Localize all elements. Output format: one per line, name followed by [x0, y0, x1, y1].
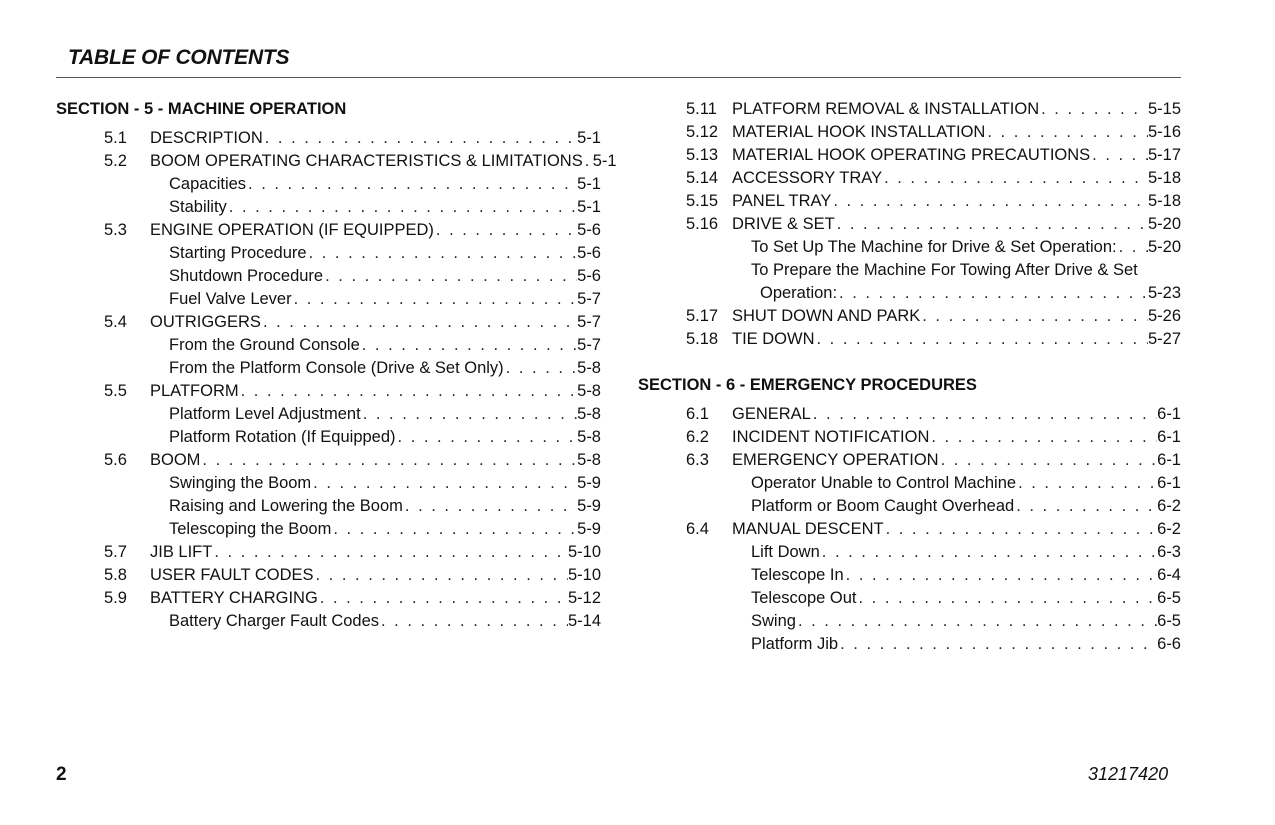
page-number: 2 — [56, 764, 67, 785]
toc-entry-page: 5-7 — [577, 336, 601, 354]
toc-entry-title: OUTRIGGERS — [150, 313, 261, 331]
toc-entry-page: 6-5 — [1157, 612, 1181, 630]
dot-leader — [856, 587, 1157, 610]
toc-entry-title: Telescoping the Boom — [169, 520, 332, 538]
toc-entry[interactable] — [638, 564, 1181, 587]
toc-entry-page: 5-6 — [577, 244, 601, 262]
header-divider — [56, 77, 1181, 78]
dot-leader — [1016, 472, 1157, 495]
toc-entry-title: Capacities — [169, 175, 247, 193]
toc-entry-title: PLATFORM — [150, 382, 239, 400]
document-number: 31217420 — [1088, 764, 1169, 784]
section-gap — [638, 351, 1181, 374]
toc-entry-title-continued: Operation: — [760, 284, 838, 302]
toc-entry-number: 5.11 — [686, 100, 717, 118]
toc-entry-title: PLATFORM REMOVAL & INSTALLATION — [732, 100, 1040, 118]
toc-entry-number: 5.13 — [686, 146, 719, 164]
toc-entry[interactable] — [638, 472, 1181, 495]
toc-entry[interactable] — [638, 190, 1181, 213]
toc-entry[interactable] — [56, 311, 601, 334]
toc-entry[interactable] — [638, 426, 1181, 449]
toc-entry[interactable] — [638, 518, 1181, 541]
toc-entry-page: 5-12 — [567, 589, 601, 607]
toc-entry[interactable] — [56, 610, 601, 633]
toc-entry-page: 5-10 — [567, 566, 601, 584]
toc-entry-title: From the Platform Console (Drive & Set Only) — [169, 359, 504, 377]
toc-entry-page: 6-1 — [1157, 428, 1181, 446]
toc-entry[interactable] — [56, 242, 601, 265]
toc-entry-page: 5-6 — [577, 267, 601, 285]
toc-entry-page: 6-6 — [1157, 635, 1181, 653]
dot-leader — [227, 196, 577, 219]
toc-entry[interactable] — [56, 403, 601, 426]
dot-leader — [360, 334, 577, 357]
toc-entry-number: 5.16 — [686, 215, 719, 233]
toc-entry-title: DESCRIPTION — [150, 129, 263, 147]
toc-entry[interactable] — [56, 449, 601, 472]
toc-entry[interactable] — [56, 265, 601, 288]
toc-entry-number: 5.15 — [686, 192, 719, 210]
toc-entry-title: To Set Up The Machine for Drive & Set Operation: — [751, 238, 1117, 256]
toc-entry-title: EMERGENCY OPERATION — [732, 451, 939, 469]
toc-entry-number: 5.12 — [686, 123, 719, 141]
toc-entry-title: From the Ground Console — [169, 336, 360, 354]
dot-leader — [831, 190, 1148, 213]
toc-entry-page: 5-1 — [577, 129, 601, 147]
toc-entry-title: Fuel Valve Lever — [169, 290, 292, 308]
toc-entry-page: 6-4 — [1157, 566, 1181, 584]
toc-entry[interactable] — [638, 144, 1181, 167]
toc-entry[interactable] — [638, 167, 1181, 190]
toc-entry-title: Starting Procedure — [169, 244, 307, 262]
toc-entry-page: 5-20 — [1147, 238, 1181, 256]
toc-entry[interactable] — [56, 518, 601, 541]
toc-entry[interactable] — [638, 610, 1181, 633]
toc-entry-page: 5-9 — [577, 474, 601, 492]
page-title: TABLE OF CONTENTS — [68, 46, 290, 69]
toc-entry-number: 5.18 — [686, 330, 719, 348]
toc-entry[interactable] — [56, 219, 601, 242]
dot-leader — [361, 403, 577, 426]
dot-leader — [263, 127, 577, 150]
toc-entry-page: 5-23 — [1147, 284, 1181, 302]
toc-entry[interactable] — [638, 495, 1181, 518]
toc-entry-number: 6.3 — [686, 451, 709, 469]
toc-entry[interactable] — [638, 587, 1181, 610]
toc-entry-page: 6-1 — [1157, 474, 1181, 492]
toc-entry-title: To Prepare the Machine For Towing After Drive & Set — [751, 261, 1138, 279]
toc-column-left — [56, 98, 617, 633]
dot-leader — [403, 495, 577, 518]
dot-leader — [985, 121, 1148, 144]
toc-entry-page: 5-20 — [1147, 215, 1181, 233]
toc-entry-title: GENERAL — [732, 405, 811, 423]
toc-entry-title: Telescope In — [751, 566, 844, 584]
toc-entry-number: 5.2 — [104, 152, 127, 170]
dot-leader — [811, 403, 1157, 426]
toc-entry-title: Swing — [751, 612, 796, 630]
dot-leader — [929, 426, 1157, 449]
toc-entry[interactable] — [638, 541, 1181, 564]
toc-entry-title: USER FAULT CODES — [150, 566, 314, 584]
toc-entry-title: BOOM OPERATING CHARACTERISTICS & LIMITATIONS — [150, 152, 583, 170]
dot-leader — [796, 610, 1157, 633]
toc-entry[interactable] — [56, 173, 601, 196]
toc-entry-number: 5.6 — [104, 451, 127, 469]
dot-leader — [307, 242, 578, 265]
dot-leader — [815, 328, 1148, 351]
toc-entry[interactable] — [56, 564, 601, 587]
toc-entry-title: PANEL TRAY — [732, 192, 832, 210]
toc-entry[interactable] — [56, 196, 601, 219]
toc-entry-number: 6.1 — [686, 405, 709, 423]
dot-leader — [1090, 144, 1148, 167]
dot-leader — [920, 305, 1148, 328]
toc-entry-title: Battery Charger Fault Codes — [169, 612, 380, 630]
dot-leader — [583, 150, 593, 173]
toc-entry-number: 5.5 — [104, 382, 127, 400]
toc-entry-page: 5-9 — [577, 520, 601, 538]
toc-entry[interactable] — [56, 587, 601, 610]
dot-leader — [323, 265, 577, 288]
dot-leader — [835, 213, 1148, 236]
dot-leader — [246, 173, 577, 196]
toc-entry-title: ACCESSORY TRAY — [732, 169, 883, 187]
dot-leader — [844, 564, 1157, 587]
toc-entry[interactable] — [56, 357, 601, 380]
toc-entry[interactable] — [56, 495, 601, 518]
toc-entry[interactable] — [638, 213, 1181, 236]
toc-entry-page: 5-6 — [577, 221, 601, 239]
dot-leader — [396, 426, 578, 449]
toc-entry-title: MANUAL DESCENT — [732, 520, 884, 538]
toc-entry[interactable] — [56, 127, 601, 150]
toc-entry-page: 5-7 — [577, 313, 601, 331]
dot-leader — [1014, 495, 1157, 518]
toc-entry-title: Stability — [169, 198, 227, 216]
dot-leader — [200, 449, 577, 472]
dot-leader — [939, 449, 1158, 472]
toc-entry-page: 5-8 — [577, 405, 601, 423]
dot-leader — [292, 288, 578, 311]
toc-entry[interactable] — [638, 403, 1181, 426]
toc-entry-page: 5-17 — [1147, 146, 1181, 164]
toc-entry-page: 6-5 — [1157, 589, 1181, 607]
toc-entry[interactable] — [638, 328, 1181, 351]
toc-column-right — [638, 98, 1181, 656]
dot-leader — [331, 518, 577, 541]
toc-entry-number: 5.14 — [686, 169, 719, 187]
toc-entry-title: JIB LIFT — [150, 543, 213, 561]
toc-entry-page: 5-16 — [1147, 123, 1181, 141]
toc-entry[interactable] — [638, 236, 1181, 259]
toc-entry-page: 5-10 — [567, 543, 601, 561]
toc-entry-number: 5.7 — [104, 543, 127, 561]
toc-entry-title: Platform Rotation (If Equipped) — [169, 428, 396, 446]
toc-entry-title: MATERIAL HOOK OPERATING PRECAUTIONS — [732, 146, 1091, 164]
toc-entry-page: 6-3 — [1157, 543, 1181, 561]
dot-leader — [1039, 98, 1148, 121]
toc-entry[interactable] — [56, 426, 601, 449]
toc-entry-page: 5-8 — [577, 428, 601, 446]
toc-entry-title: Telescope Out — [751, 589, 857, 607]
toc-entry-number: 5.3 — [104, 221, 127, 239]
toc-entry-title: BATTERY CHARGING — [150, 589, 318, 607]
toc-entry-title: ENGINE OPERATION (IF EQUIPPED) — [150, 221, 434, 239]
toc-entry-page: 5-18 — [1147, 169, 1181, 187]
toc-entry[interactable] — [56, 288, 601, 311]
dot-leader — [379, 610, 568, 633]
dot-leader — [314, 564, 568, 587]
toc-entry-number: 6.2 — [686, 428, 709, 446]
toc-entry-title: SHUT DOWN AND PARK — [732, 307, 921, 325]
toc-entry[interactable] — [638, 633, 1181, 656]
toc-entry-title: Platform Level Adjustment — [169, 405, 361, 423]
toc-entry-title: Operator Unable to Control Machine — [751, 474, 1017, 492]
toc-entry-continuation[interactable] — [638, 282, 1181, 305]
toc-entry-page: 6-2 — [1157, 497, 1181, 515]
dot-leader — [261, 311, 577, 334]
dot-leader — [311, 472, 577, 495]
toc-entry-number: 6.4 — [686, 520, 709, 538]
toc-entry-page: 5-8 — [577, 359, 601, 377]
toc-entry[interactable] — [638, 449, 1181, 472]
toc-entry-number: 5.9 — [104, 589, 127, 607]
toc-entry-page: 5-15 — [1147, 100, 1181, 118]
toc-entry-title: Swinging the Boom — [169, 474, 312, 492]
toc-entry-number: 5.8 — [104, 566, 127, 584]
toc-entry-page: 5-1 — [592, 152, 617, 170]
toc-entry-page: 6-2 — [1157, 520, 1181, 538]
toc-entry[interactable] — [638, 259, 1181, 282]
section-heading: SECTION - 6 - EMERGENCY PROCEDURES — [638, 376, 977, 394]
toc-entry-page: 5-8 — [577, 451, 601, 469]
toc-entry-title: Platform Jib — [751, 635, 839, 653]
section-heading: SECTION - 5 - MACHINE OPERATION — [56, 100, 347, 118]
toc-entry-title: Platform or Boom Caught Overhead — [751, 497, 1015, 515]
toc-entry-page: 5-9 — [577, 497, 601, 515]
toc-entry-title: MATERIAL HOOK INSTALLATION — [732, 123, 986, 141]
toc-entry-page: 5-7 — [577, 290, 601, 308]
toc-entry-number: 5.4 — [104, 313, 127, 331]
toc-entry-page: 5-26 — [1147, 307, 1181, 325]
toc-entry-title: BOOM — [150, 451, 201, 469]
toc-entry[interactable] — [56, 472, 601, 495]
toc-entry[interactable] — [56, 380, 601, 403]
dot-leader — [434, 219, 577, 242]
toc-entry-page: 5-18 — [1147, 192, 1181, 210]
toc-entry-title: TIE DOWN — [732, 330, 815, 348]
toc-entry[interactable] — [56, 150, 617, 173]
toc-entry-page: 5-1 — [577, 175, 601, 193]
toc-entry-page: 5-14 — [567, 612, 601, 630]
toc-entry-number: 5.17 — [686, 307, 719, 325]
toc-entry-title: DRIVE & SET — [732, 215, 835, 233]
dot-leader — [318, 587, 568, 610]
toc-entry[interactable] — [638, 305, 1181, 328]
toc-entry[interactable] — [638, 98, 1181, 121]
dot-leader — [837, 282, 1148, 305]
toc-entry-title: Shutdown Procedure — [169, 267, 324, 285]
toc-entry-title: Lift Down — [751, 543, 820, 561]
toc-entry-page: 6-1 — [1157, 405, 1181, 423]
toc-entry-title: Raising and Lowering the Boom — [169, 497, 403, 515]
dot-leader — [1117, 236, 1148, 259]
toc-entry-page: 6-1 — [1157, 451, 1181, 469]
toc-entry[interactable] — [56, 541, 601, 564]
dot-leader — [882, 167, 1148, 190]
toc-entry[interactable] — [638, 121, 1181, 144]
dot-leader — [239, 380, 578, 403]
dot-leader — [504, 357, 577, 380]
dot-leader — [884, 518, 1158, 541]
toc-entry-page: 5-27 — [1147, 330, 1181, 348]
dot-leader — [838, 633, 1157, 656]
toc-entry[interactable] — [56, 334, 601, 357]
dot-leader — [820, 541, 1157, 564]
toc-entry-number: 5.1 — [104, 129, 127, 147]
toc-entry-page: 5-1 — [577, 198, 601, 216]
toc-entry-page: 5-8 — [577, 382, 601, 400]
dot-leader — [212, 541, 568, 564]
toc-entry-title: INCIDENT NOTIFICATION — [732, 428, 930, 446]
